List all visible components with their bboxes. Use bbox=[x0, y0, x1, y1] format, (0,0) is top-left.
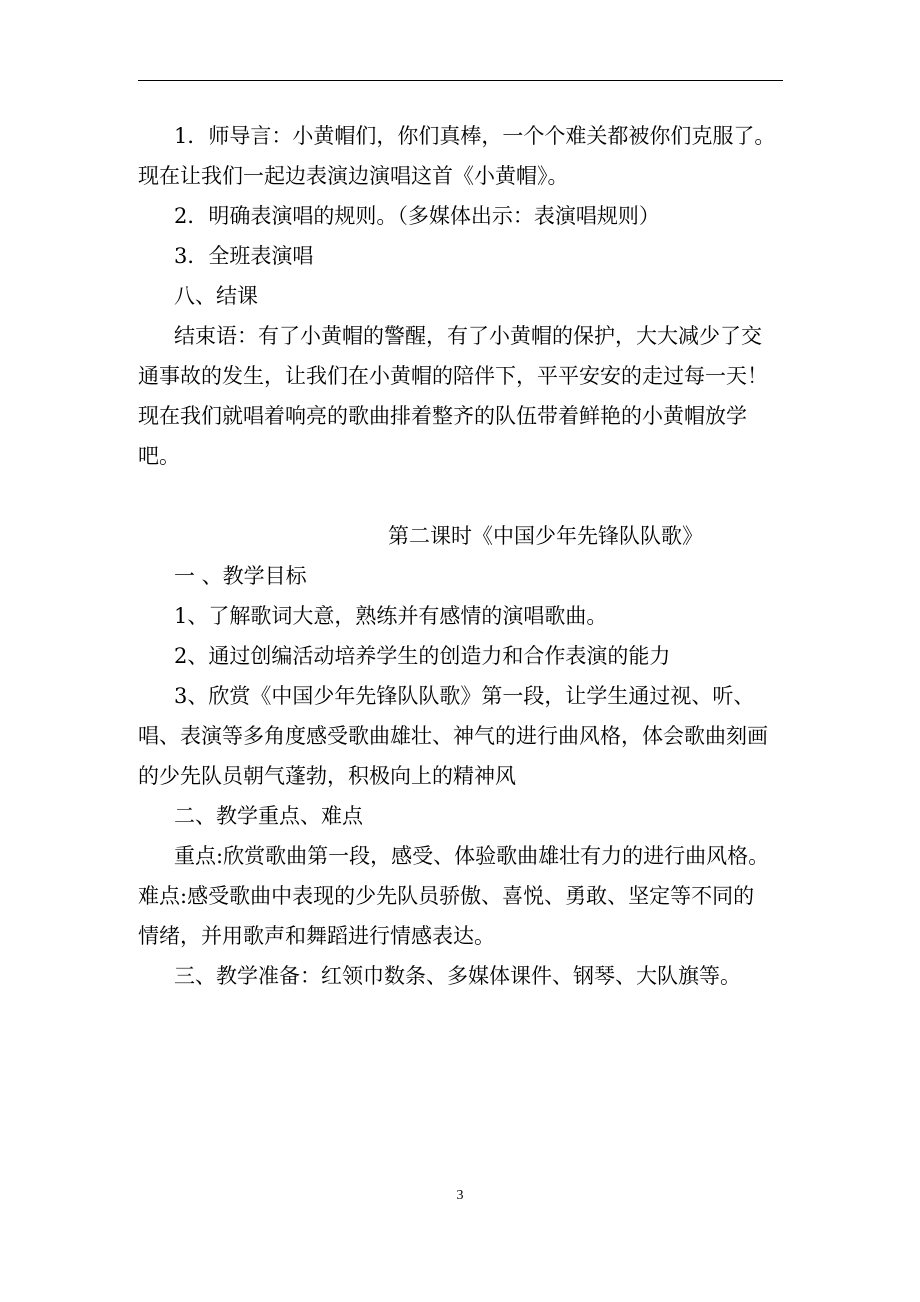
paragraph-line: 通事故的发生，让我们在小黄帽的陪伴下，平平安安的走过每一天！ bbox=[138, 364, 768, 388]
paragraph-line: 2、通过创编活动培养学生的创造力和合作表演的能力 bbox=[174, 644, 671, 668]
blank-line bbox=[138, 476, 788, 516]
section-heading: 三、教学准备：红领巾数条、多媒体课件、钢琴、大队旗等。 bbox=[174, 964, 741, 988]
paragraph-line: 的少先队员朝气蓬勃，积极向上的精神风 bbox=[138, 764, 516, 788]
header-rule bbox=[138, 80, 783, 81]
paragraph-line: 1．师导言：小黄帽们，你们真棒，一个个难关都被你们克服了。 bbox=[174, 124, 776, 148]
paragraph-line: 3．全班表演唱 bbox=[174, 244, 314, 268]
paragraph-line: 1、了解歌词大意，熟练并有感情的演唱歌曲。 bbox=[174, 604, 608, 628]
section-heading: 一 、教学目标 bbox=[174, 564, 307, 588]
lesson-title: 第二课时《中国少年先锋队队歌》 bbox=[388, 524, 703, 548]
paragraph-line: 现在让我们一起边表演边演唱这首《小黄帽》。 bbox=[138, 164, 569, 188]
section-heading: 二、教学重点、难点 bbox=[174, 804, 363, 828]
paragraph-line: 现在我们就唱着响亮的歌曲排着整齐的队伍带着鲜艳的小黄帽放学 bbox=[138, 404, 747, 428]
document-body bbox=[138, 116, 788, 996]
page-number: 3 bbox=[456, 1188, 464, 1203]
paragraph-line: 2．明确表演唱的规则。（多媒体出示：表演唱规则） bbox=[174, 204, 660, 228]
paragraph-line: 结束语：有了小黄帽的警醒，有了小黄帽的保护，大大减少了交 bbox=[174, 324, 762, 348]
paragraph-line: 重点:欣赏歌曲第一段，感受、体验歌曲雄壮有力的进行曲风格。 bbox=[174, 844, 770, 868]
paragraph-line: 难点:感受歌曲中表现的少先队员骄傲、喜悦、勇敢、坚定等不同的 bbox=[138, 884, 755, 908]
section-heading: 八、结课 bbox=[174, 284, 258, 308]
paragraph-line: 3、欣赏《中国少年先锋队队歌》第一段，让学生通过视、听、 bbox=[174, 684, 755, 708]
paragraph-line: 情绪，并用歌声和舞蹈进行情感表达。 bbox=[138, 924, 495, 948]
paragraph-line: 吧。 bbox=[138, 444, 180, 468]
paragraph-line: 唱、表演等多角度感受歌曲雄壮、神气的进行曲风格，体会歌曲刻画 bbox=[138, 724, 768, 748]
